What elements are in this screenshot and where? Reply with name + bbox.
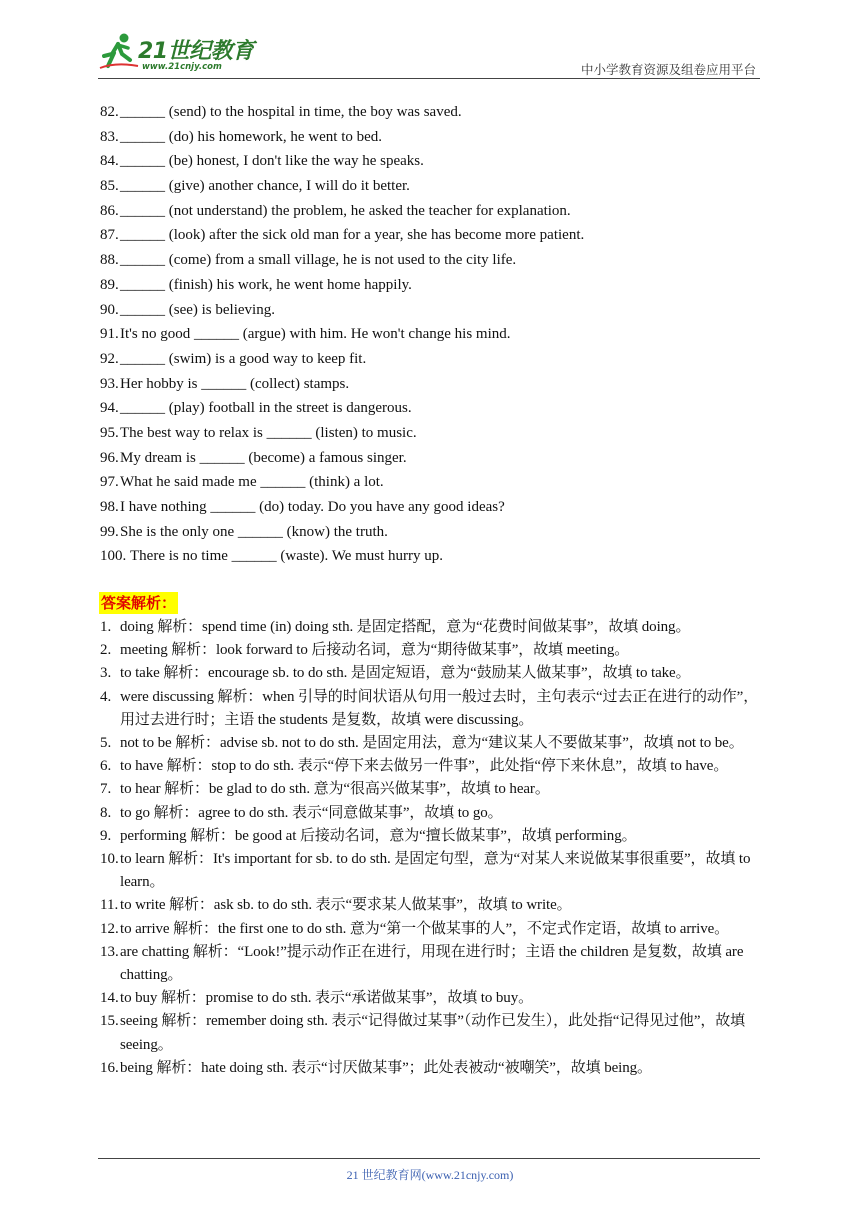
exercise-item <box>100 423 760 448</box>
answer-text: seeing 解析：remember doing sth. 表示“记得做过某事”（动作已发生），此处指“记得见过他”，故填 seeing。 <box>120 1013 746 1053</box>
exercise-item <box>100 176 760 201</box>
exercise-text: ______ (send) to the hospital in time, the boy was saved. <box>120 104 462 120</box>
exercise-text: The best way to relax is ______ (listen) to music. <box>120 424 417 441</box>
exercise-item <box>100 522 760 547</box>
answer-text: being 解析：hate doing sth. 表示“讨厌做某事”；此处表被动“被嘲笑”，故填 being。 <box>120 1059 652 1076</box>
exercise-text: ______ (swim) is a good way to keep fit. <box>120 350 367 367</box>
exercise-item <box>100 225 760 250</box>
exercise-number: 91. <box>100 326 119 343</box>
platform-title: 中小学教育资源及组卷应用平台 <box>580 62 756 77</box>
exercise-text: ______ (play) football in the street is dangerous. <box>120 400 412 417</box>
exercise-number: 89. <box>100 276 119 293</box>
exercise-text: I have nothing ______ (do) today. Do you have any good ideas? <box>120 499 505 515</box>
answer-item <box>100 662 764 685</box>
answer-text: to learn 解析：It's important for sb. to do sth. 是固定句型，意为“对某人来说做某事很重要”，故填 to learn。 <box>120 851 751 891</box>
answer-number: 11. <box>100 897 119 914</box>
answer-number: 16. <box>100 1059 119 1076</box>
exercise-text: Her hobby is ______ (collect) stamps. <box>120 375 350 392</box>
footer-divider <box>98 1158 760 1159</box>
site-logo[interactable] <box>98 30 268 76</box>
answer-text: are chatting 解析：“Look!”提示动作正在进行，用现在进行时；主语 the children 是复数，故填 are chatting。 <box>120 943 744 984</box>
exercise-text: ______ (do) his homework, he went to bed. <box>120 128 383 145</box>
exercise-number: 90. <box>100 301 119 318</box>
answer-text: to buy 解析：promise to do sth. 表示“承诺做某事”，故填 to buy。 <box>120 990 533 1007</box>
exercise-item <box>100 448 760 473</box>
exercise-text: ______ (be) honest, I don't like the way he speaks. <box>120 153 424 170</box>
exercise-text: ______ (not understand) the problem, he asked the teacher for explanation. <box>120 202 571 219</box>
exercise-text: ______ (look) after the sick old man for a year, she has become more patient. <box>120 227 585 244</box>
answer-text: to arrive 解析：the first one to do sth. 意为“第一个做某事的人”，不定式作定语，故填 to arrive。 <box>120 920 730 937</box>
exercise-item <box>100 472 760 497</box>
exercise-number: 82. <box>100 104 119 120</box>
answer-number: 14. <box>100 990 119 1007</box>
answer-number: 15. <box>100 1013 119 1030</box>
answer-text: to have 解析：stop to do sth. 表示“停下来去做另一件事”，此处指“停下来休息”，故填 to have。 <box>120 758 729 775</box>
answer-number: 8. <box>100 804 112 821</box>
exercise-item <box>100 151 760 176</box>
exercise-text: What he said made me ______ (think) a lot. <box>120 474 384 491</box>
answer-number: 12. <box>100 920 119 937</box>
exercise-item <box>100 127 760 152</box>
exercise-number: 97. <box>100 474 119 491</box>
answer-item <box>100 1057 764 1080</box>
exercise-item <box>100 275 760 300</box>
exercise-item <box>100 497 760 522</box>
logo-url: www.21cnjy.com <box>142 62 222 72</box>
exercise-number: 85. <box>100 178 119 195</box>
answer-text: meeting 解析：look forward to 后接动名词，意为“期待做某事”，故填 meeting。 <box>120 642 630 659</box>
logo-text: 21世纪教育 <box>138 39 254 64</box>
answer-item <box>100 802 764 825</box>
answer-number: 4. <box>100 688 112 705</box>
answer-number: 13. <box>100 943 119 960</box>
answer-number: 6. <box>100 758 112 775</box>
answer-item <box>100 918 764 941</box>
exercise-number: 94. <box>100 400 119 417</box>
exercise-text: ______ (give) another chance, I will do it better. <box>120 178 410 195</box>
answer-text: to take 解析：encourage sb. to do sth. 是固定短语，意为“鼓励某人做某事”，故填 to take。 <box>120 665 691 682</box>
answer-item <box>100 778 764 801</box>
answer-text: doing 解析：spend time (in) doing sth. 是固定搭配，意为“花费时间做某事”，故填 doing。 <box>120 619 691 635</box>
exercise-item <box>100 250 760 275</box>
exercise-number: 86. <box>100 202 119 219</box>
answer-text: not to be 解析：advise sb. not to do sth. 是固定用法，意为“建议某人不要做某事”，故填 not to be。 <box>120 735 744 752</box>
answer-item <box>100 639 764 662</box>
exercise-item <box>100 201 760 226</box>
answer-item <box>100 894 764 917</box>
answer-item <box>100 686 764 732</box>
exercise-number: 88. <box>100 252 119 269</box>
exercise-item <box>100 300 760 325</box>
exercise-number: 87. <box>100 227 119 244</box>
answer-number: 7. <box>100 781 112 798</box>
answer-item <box>100 755 764 778</box>
answer-item <box>100 848 764 894</box>
exercise-text: ______ (finish) his work, he went home happily. <box>120 276 412 293</box>
answer-text: to go 解析：agree to do sth. 表示“同意做某事”，故填 to go。 <box>120 804 503 821</box>
exercise-number: 84. <box>100 153 119 170</box>
exercise-number: 96. <box>100 449 119 466</box>
exercise-text: My dream is ______ (become) a famous singer. <box>120 449 407 466</box>
page-footer[interactable]: 21 世纪教育网(www.21cnjy.com) <box>346 1168 514 1182</box>
answer-item <box>100 616 764 639</box>
header-divider <box>98 78 760 79</box>
answer-text: performing 解析：be good at 后接动名词，意为“擅长做某事”，故填 performing。 <box>120 827 637 844</box>
answer-number: 2. <box>100 642 112 659</box>
answer-text: were discussing 解析：when 引导的时间状语从句用一般过去时，主句表示“过去正在进行的动作”，用过去进行时；主语 the students 是复数，故填 were discussing。 <box>120 688 759 728</box>
exercise-item <box>100 324 760 349</box>
exercise-text: ______ (see) is believing. <box>120 301 275 318</box>
exercise-text: There is no time ______ (waste). We must hurry up. <box>130 548 444 565</box>
answer-number: 3. <box>100 665 112 682</box>
exercise-item <box>100 102 760 127</box>
answer-item <box>100 987 764 1010</box>
answer-list <box>100 616 764 1080</box>
runner-logo-icon <box>98 32 140 72</box>
exercise-number: 92. <box>100 350 119 367</box>
exercise-number: 100. <box>100 548 127 565</box>
exercise-item <box>100 374 760 399</box>
page-header <box>98 30 760 78</box>
exercise-text: She is the only one ______ (know) the truth. <box>120 523 388 540</box>
answer-number: 10. <box>100 851 119 868</box>
answer-item <box>100 941 764 987</box>
answer-text: to hear 解析：be glad to do sth. 意为“很高兴做某事”，故填 to hear。 <box>120 781 550 798</box>
exercise-item <box>100 398 760 423</box>
exercise-number: 93. <box>100 375 119 392</box>
answer-item <box>100 732 764 755</box>
answer-item <box>100 1010 764 1056</box>
exercise-number: 83. <box>100 128 119 145</box>
answer-item <box>100 825 764 848</box>
answer-number: 9. <box>100 827 112 844</box>
answer-number: 5. <box>100 735 112 752</box>
answer-text: to write 解析：ask sb. to do sth. 表示“要求某人做某事”，故填 to write。 <box>120 897 572 914</box>
exercise-text: ______ (come) from a small village, he is not used to the city life. <box>120 252 517 269</box>
exercise-number: 98. <box>100 499 119 515</box>
exercise-item <box>100 546 760 571</box>
exercise-text: It's no good ______ (argue) with him. He won't change his mind. <box>120 326 511 343</box>
exercise-list <box>100 102 760 571</box>
exercise-number: 95. <box>100 424 119 441</box>
exercise-number: 99. <box>100 523 119 540</box>
answer-number: 1. <box>100 619 112 635</box>
answer-section-title: 答案解析： <box>101 594 177 612</box>
exercise-item <box>100 349 760 374</box>
